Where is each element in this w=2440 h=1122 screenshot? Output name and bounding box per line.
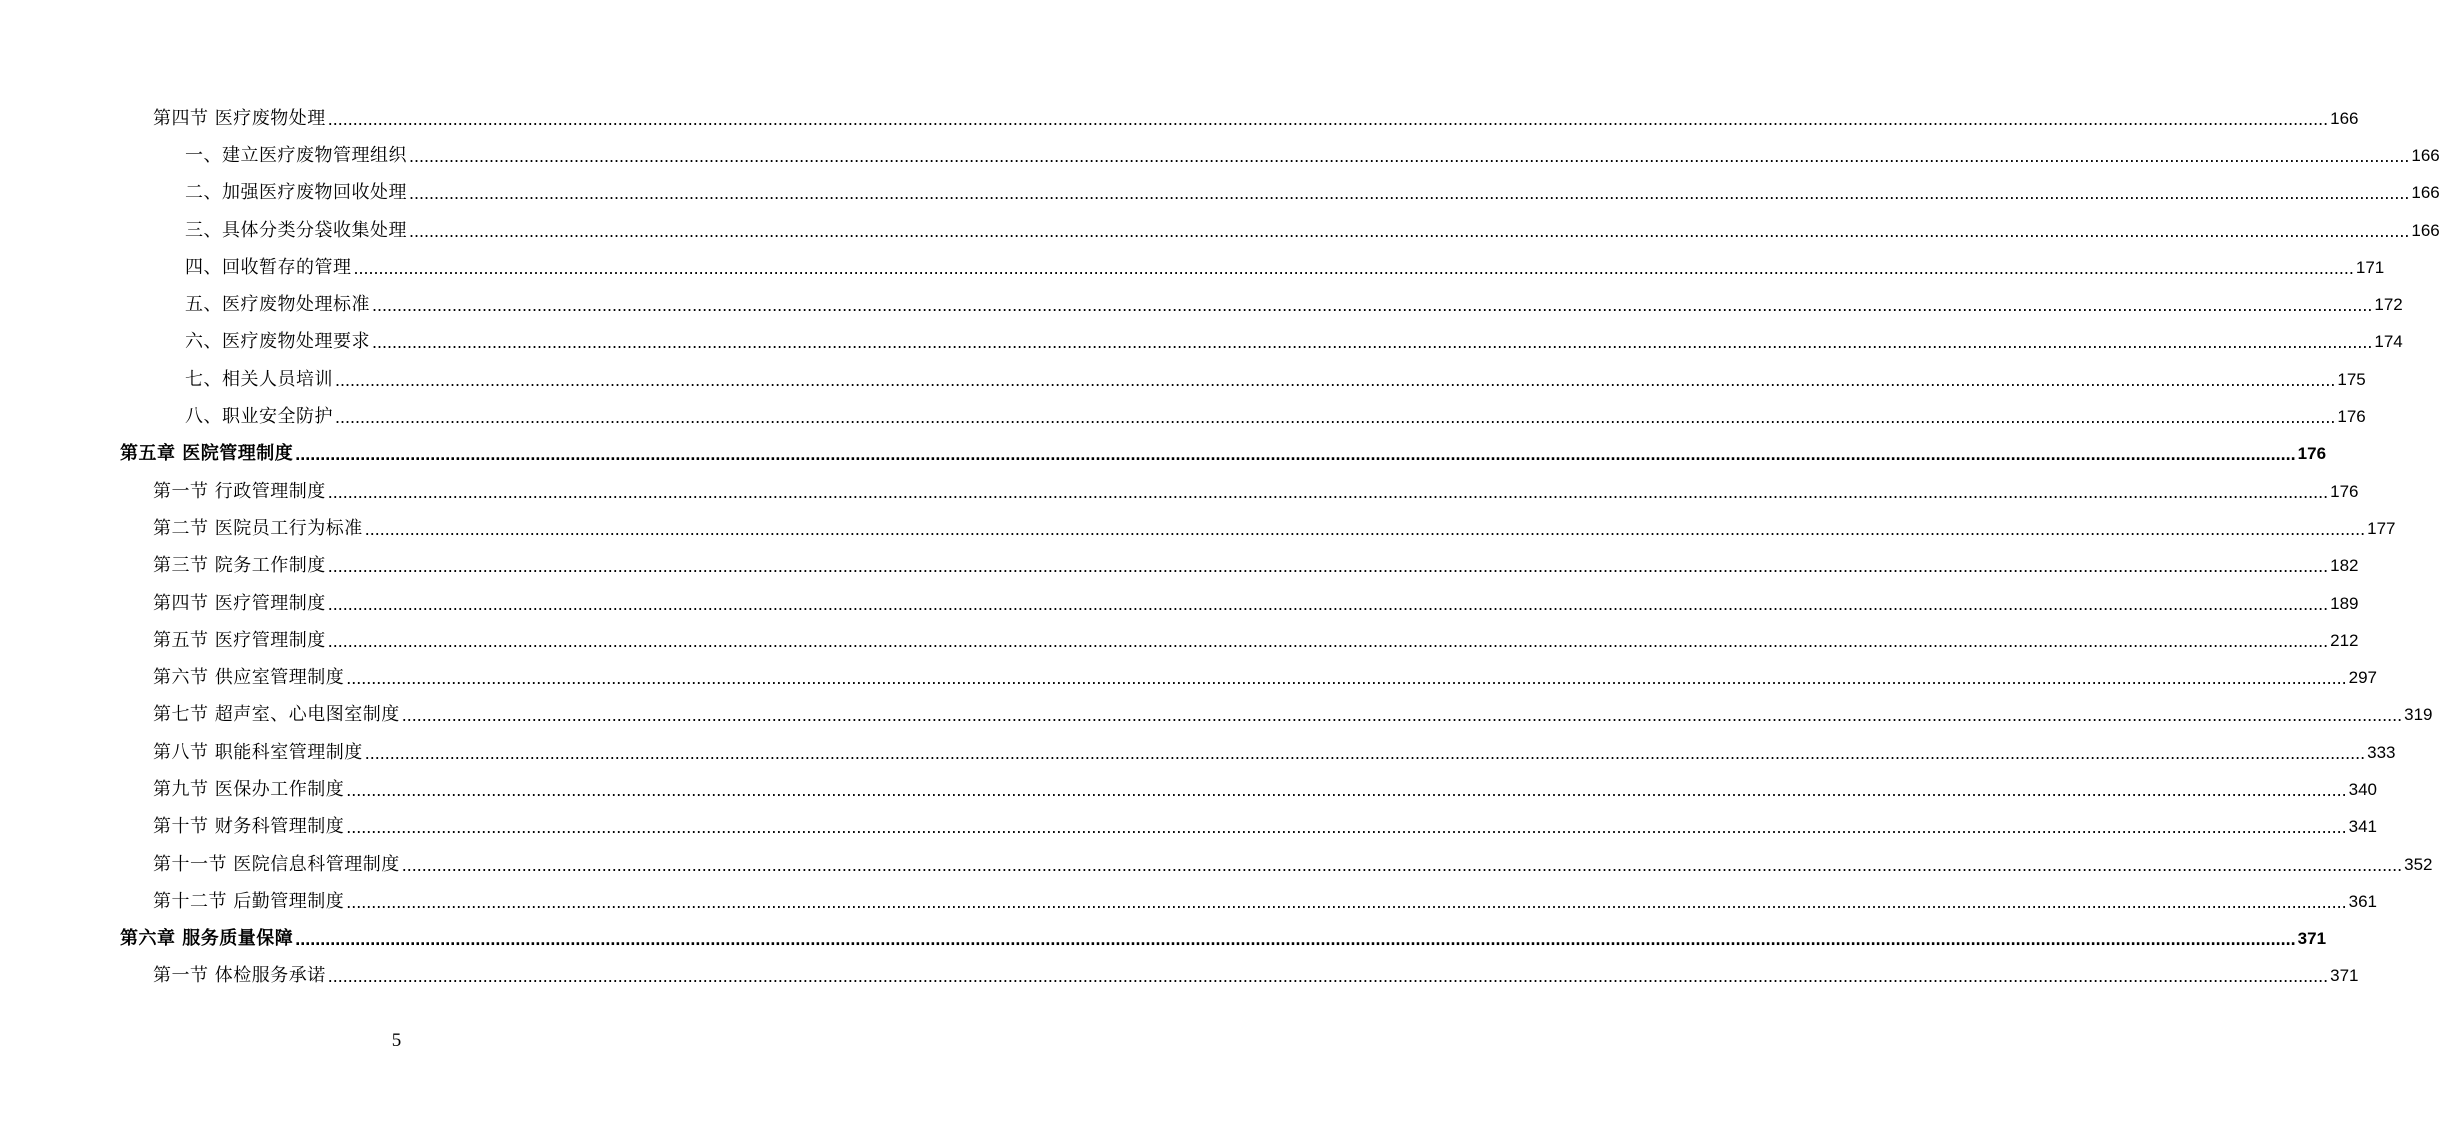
- toc-entry-page-number: 341: [2348, 817, 2377, 837]
- toc-entry-title: 第五节 医疗管理制度: [153, 629, 326, 651]
- toc-entry-page-number: 352: [2404, 854, 2433, 874]
- toc-entry-title: 五、医疗废物处理标准: [185, 294, 370, 316]
- toc-entry-page-number: 212: [2330, 630, 2359, 650]
- toc-entry-chapter[interactable]: [0, 921, 2327, 958]
- toc-entry-page-number: 297: [2348, 668, 2377, 688]
- toc-entry-section[interactable]: [0, 883, 2377, 920]
- dot-leader: ................................................................................................................................................................................................................................................................................................................................................................................................................: [327, 966, 2329, 987]
- toc-entry-title: 第十节 财务科管理制度: [153, 816, 345, 838]
- dot-leader: ................................................................................................................................................................................................................................................................................................................................................................................................................: [335, 369, 2336, 390]
- toc-entry-section[interactable]: [0, 958, 2359, 995]
- dot-leader: ................................................................................................................................................................................................................................................................................................................................................................................................................: [409, 183, 2410, 204]
- dot-leader: ................................................................................................................................................................................................................................................................................................................................................................................................................: [364, 742, 2366, 763]
- toc-entry-page-number: 182: [2330, 556, 2359, 576]
- dot-leader: ................................................................................................................................................................................................................................................................................................................................................................................................................: [346, 668, 2347, 689]
- toc-entry-section[interactable]: [0, 697, 2433, 734]
- toc-entry-section[interactable]: [0, 100, 2359, 137]
- dot-leader: ................................................................................................................................................................................................................................................................................................................................................................................................................: [295, 929, 2296, 950]
- dot-leader: ................................................................................................................................................................................................................................................................................................................................................................................................................: [335, 407, 2336, 428]
- toc-entry-page-number: 171: [2355, 257, 2385, 277]
- toc-entry-page-number: 166: [2411, 145, 2440, 165]
- table-of-contents: [0, 100, 2440, 995]
- toc-entry-page-number: 333: [2367, 742, 2396, 762]
- toc-entry-page-number: 176: [2337, 407, 2366, 427]
- toc-entry-item[interactable]: [0, 324, 2403, 361]
- dot-leader: ................................................................................................................................................................................................................................................................................................................................................................................................................: [295, 444, 2296, 465]
- toc-entry-page-number: 175: [2337, 369, 2366, 389]
- toc-entry-title: 第八节 职能科室管理制度: [153, 741, 363, 763]
- dot-leader: ................................................................................................................................................................................................................................................................................................................................................................................................................: [364, 518, 2366, 539]
- toc-entry-page-number: 166: [2411, 220, 2440, 240]
- toc-entry-title: 八、职业安全防护: [185, 406, 333, 428]
- toc-entry-title: 七、相关人员培训: [185, 368, 333, 390]
- toc-entry-section[interactable]: [0, 846, 2433, 883]
- toc-entry-title: 二、加强医疗废物回收处理: [185, 182, 407, 204]
- toc-entry-item[interactable]: [0, 137, 2440, 174]
- toc-entry-section[interactable]: [0, 473, 2359, 510]
- toc-entry-title: 六、医疗废物处理要求: [185, 331, 370, 353]
- dot-leader: ................................................................................................................................................................................................................................................................................................................................................................................................................: [372, 295, 2373, 316]
- dot-leader: ................................................................................................................................................................................................................................................................................................................................................................................................................: [327, 593, 2329, 614]
- dot-leader: ................................................................................................................................................................................................................................................................................................................................................................................................................: [409, 220, 2410, 241]
- dot-leader: ................................................................................................................................................................................................................................................................................................................................................................................................................: [327, 556, 2329, 577]
- dot-leader: ................................................................................................................................................................................................................................................................................................................................................................................................................: [372, 332, 2373, 353]
- dot-leader: ................................................................................................................................................................................................................................................................................................................................................................................................................: [346, 779, 2347, 800]
- toc-entry-page-number: 176: [2297, 444, 2327, 464]
- toc-entry-item[interactable]: [0, 361, 2366, 398]
- toc-entry-item[interactable]: [0, 286, 2403, 323]
- toc-entry-section[interactable]: [0, 734, 2396, 771]
- dot-leader: ................................................................................................................................................................................................................................................................................................................................................................................................................: [346, 891, 2347, 912]
- toc-entry-item[interactable]: [0, 175, 2440, 212]
- toc-entry-title: 第二节 医院员工行为标准: [153, 517, 363, 539]
- dot-leader: ................................................................................................................................................................................................................................................................................................................................................................................................................: [401, 854, 2403, 875]
- toc-entry-section[interactable]: [0, 585, 2359, 622]
- page-number: 5: [391, 1030, 402, 1051]
- toc-entry-title: 一、建立医疗废物管理组织: [185, 144, 407, 166]
- dot-leader: ................................................................................................................................................................................................................................................................................................................................................................................................................: [327, 630, 2329, 651]
- toc-entry-title: 第七节 超声室、心电图室制度: [153, 704, 400, 726]
- toc-entry-title: 第四节 医疗管理制度: [153, 592, 326, 614]
- toc-entry-title: 第一节 行政管理制度: [153, 480, 326, 502]
- toc-entry-title: 四、回收暂存的管理: [185, 256, 352, 278]
- toc-entry-section[interactable]: [0, 809, 2377, 846]
- dot-leader: ................................................................................................................................................................................................................................................................................................................................................................................................................: [327, 108, 2329, 129]
- toc-entry-page-number: 176: [2330, 481, 2359, 501]
- toc-entry-page-number: 174: [2374, 332, 2403, 352]
- toc-entry-section[interactable]: [0, 548, 2359, 585]
- toc-entry-page-number: 189: [2330, 593, 2359, 613]
- toc-entry-item[interactable]: [0, 249, 2385, 286]
- toc-entry-page-number: 319: [2404, 705, 2433, 725]
- toc-entry-page-number: 371: [2297, 929, 2327, 949]
- toc-entry-section[interactable]: [0, 771, 2377, 808]
- toc-entry-page-number: 166: [2411, 183, 2440, 203]
- toc-entry-title: 第十二节 后勤管理制度: [153, 890, 345, 912]
- toc-entry-title: 三、具体分类分袋收集处理: [185, 219, 407, 241]
- toc-entry-title: 第四节 医疗废物处理: [153, 107, 326, 129]
- toc-entry-section[interactable]: [0, 510, 2396, 547]
- toc-entry-page-number: 166: [2330, 108, 2359, 128]
- toc-entry-item[interactable]: [0, 212, 2440, 249]
- toc-entry-chapter[interactable]: [0, 436, 2327, 473]
- toc-entry-title: 第一节 体检服务承诺: [153, 965, 326, 987]
- toc-entry-page-number: 340: [2348, 779, 2377, 799]
- dot-leader: ................................................................................................................................................................................................................................................................................................................................................................................................................: [401, 705, 2403, 726]
- toc-entry-page-number: 371: [2330, 966, 2359, 986]
- dot-leader: ................................................................................................................................................................................................................................................................................................................................................................................................................: [346, 817, 2347, 838]
- toc-entry-page-number: 172: [2374, 295, 2403, 315]
- toc-entry-title: 第十一节 医院信息科管理制度: [153, 853, 400, 875]
- dot-leader: ................................................................................................................................................................................................................................................................................................................................................................................................................: [327, 481, 2329, 502]
- dot-leader: ................................................................................................................................................................................................................................................................................................................................................................................................................: [353, 257, 2354, 278]
- toc-entry-title: 第九节 医保办工作制度: [153, 778, 345, 800]
- toc-entry-title: 第三节 院务工作制度: [153, 555, 326, 577]
- toc-entry-section[interactable]: [0, 622, 2359, 659]
- toc-entry-section[interactable]: [0, 659, 2377, 696]
- dot-leader: ................................................................................................................................................................................................................................................................................................................................................................................................................: [409, 145, 2410, 166]
- toc-entry-page-number: 361: [2348, 891, 2377, 911]
- toc-entry-title: 第六章 服务质量保障: [120, 928, 294, 950]
- toc-entry-title: 第五章 医院管理制度: [120, 443, 294, 465]
- toc-entry-title: 第六节 供应室管理制度: [153, 667, 345, 689]
- toc-entry-item[interactable]: [0, 398, 2366, 435]
- toc-entry-page-number: 177: [2367, 518, 2396, 538]
